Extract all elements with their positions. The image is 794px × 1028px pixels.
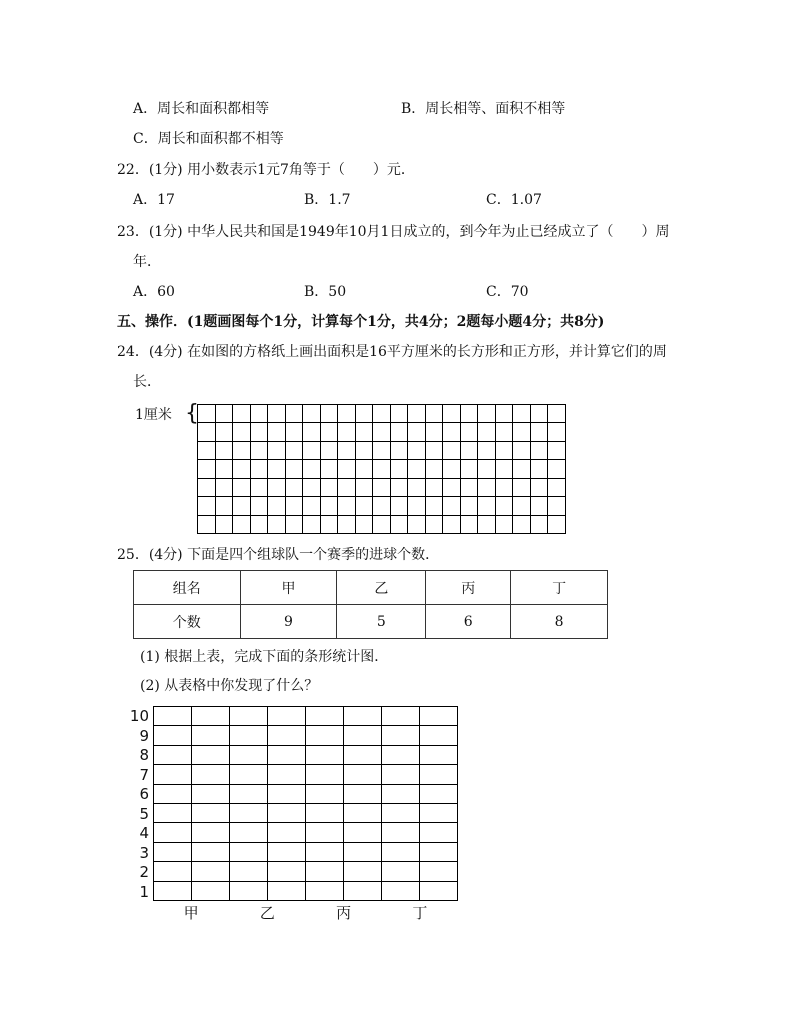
- grid-cell: [513, 516, 531, 534]
- chart-grid-cell: [420, 843, 458, 862]
- chart-grid-cell: [382, 882, 420, 901]
- grid-cell: [233, 442, 251, 460]
- grid-cell: [548, 460, 566, 478]
- chart-grid-cell: [154, 823, 192, 842]
- q22-option-a: A．17: [133, 192, 175, 208]
- chart-grid-cell: [154, 707, 192, 726]
- table-row: [134, 605, 608, 639]
- grid-cell: [548, 423, 566, 441]
- grid-cell: [426, 442, 444, 460]
- section-heading: 五、操作．(1题画图每个1分，计算每个1分，共4分；2题每小题4分；共8分): [117, 314, 605, 330]
- grid-cell: [478, 460, 496, 478]
- grid-cell: [478, 405, 496, 423]
- goals-table: [133, 570, 608, 639]
- y-tick-label: 7: [139, 765, 149, 784]
- square-grid-paper: [197, 404, 566, 534]
- chart-grid-cell: [268, 862, 306, 881]
- chart-grid-cell: [382, 707, 420, 726]
- chart-grid-cell: [382, 804, 420, 823]
- grid-cell: [321, 423, 339, 441]
- chart-grid-cell: [154, 843, 192, 862]
- grid-cell: [478, 516, 496, 534]
- chart-grid-cell: [230, 765, 268, 784]
- grid-cell: [198, 479, 216, 497]
- grid-cell: [513, 497, 531, 515]
- grid-cell: [286, 423, 304, 441]
- grid-cell: [443, 497, 461, 515]
- chart-grid-cell: [420, 804, 458, 823]
- chart-grid-cell: [306, 862, 344, 881]
- grid-cell: [426, 423, 444, 441]
- table-cell: 5: [337, 605, 426, 639]
- q21-option-a: A．周长和面积都相等: [133, 101, 270, 117]
- grid-cell: [216, 516, 234, 534]
- chart-grid-cell: [420, 882, 458, 901]
- grid-cell: [531, 442, 549, 460]
- grid-cell: [303, 442, 321, 460]
- grid-cell: [216, 479, 234, 497]
- chart-grid-cell: [192, 707, 230, 726]
- grid-cell: [286, 516, 304, 534]
- y-tick-label: 10: [129, 707, 149, 725]
- grid-cell: [373, 516, 391, 534]
- grid-cell: [408, 516, 426, 534]
- q23-option-a: A．60: [133, 284, 175, 300]
- y-tick-label: 2: [139, 863, 149, 881]
- grid-cell: [251, 497, 269, 515]
- q24-stem-line2: 长．: [133, 374, 161, 390]
- q22-option-c: C．1.07: [486, 192, 542, 208]
- chart-grid-cell: [420, 862, 458, 881]
- grid-cell: [391, 497, 409, 515]
- grid-cell: [198, 516, 216, 534]
- q24-stem-line1: 24．(4分) 在如图的方格纸上画出面积是16平方厘米的长方形和正方形，并计算它们的周: [117, 344, 667, 360]
- grid-cell: [356, 405, 374, 423]
- table-cell: 丁: [511, 571, 608, 605]
- table-cell: 6: [426, 605, 511, 639]
- grid-cell: [391, 405, 409, 423]
- q23-option-b: B．50: [304, 284, 347, 300]
- chart-grid-cell: [154, 785, 192, 804]
- grid-cell: [338, 460, 356, 478]
- grid-cell: [338, 423, 356, 441]
- x-category-label: 丁: [412, 904, 428, 922]
- chart-grid-cell: [268, 707, 306, 726]
- chart-grid-cell: [382, 785, 420, 804]
- chart-grid-cell: [420, 785, 458, 804]
- grid-cell: [216, 405, 234, 423]
- chart-grid-cell: [192, 882, 230, 901]
- chart-grid-cell: [230, 862, 268, 881]
- grid-cell: [443, 516, 461, 534]
- grid-cell: [268, 442, 286, 460]
- grid-cell: [338, 479, 356, 497]
- chart-grid-cell: [306, 823, 344, 842]
- chart-grid-cell: [268, 882, 306, 901]
- chart-grid-cell: [230, 804, 268, 823]
- chart-grid-cell: [382, 843, 420, 862]
- chart-grid-cell: [230, 785, 268, 804]
- chart-grid-cell: [306, 746, 344, 765]
- brace-icon: {: [185, 401, 199, 426]
- grid-cell: [496, 516, 514, 534]
- chart-grid-cell: [268, 746, 306, 765]
- chart-grid-cell: [420, 746, 458, 765]
- chart-grid-cell: [420, 726, 458, 745]
- grid-cell: [513, 460, 531, 478]
- grid-cell: [391, 423, 409, 441]
- q23-option-c: C．70: [486, 284, 529, 300]
- y-tick-label: 3: [139, 843, 149, 862]
- grid-cell: [286, 405, 304, 423]
- grid-cell: [321, 516, 339, 534]
- grid-cell: [513, 405, 531, 423]
- q23-stem-line2: 年．: [133, 254, 161, 270]
- grid-cell: [513, 442, 531, 460]
- grid-cell: [531, 460, 549, 478]
- chart-grid-cell: [268, 726, 306, 745]
- grid-cell: [251, 516, 269, 534]
- grid-cell: [548, 442, 566, 460]
- grid-cell: [531, 423, 549, 441]
- grid-cell: [426, 479, 444, 497]
- grid-cell: [356, 442, 374, 460]
- table-cell: 8: [511, 605, 608, 639]
- grid-cell: [496, 460, 514, 478]
- chart-grid-cell: [230, 746, 268, 765]
- x-category-label: 甲: [183, 904, 199, 922]
- grid-cell: [233, 479, 251, 497]
- grid-cell: [373, 405, 391, 423]
- chart-grid-cell: [382, 726, 420, 745]
- q25-sub2: (2) 从表格中你发现了什么？: [140, 678, 319, 694]
- chart-grid-cell: [192, 843, 230, 862]
- grid-cell: [548, 497, 566, 515]
- grid-cell: [216, 423, 234, 441]
- bar-chart-grid: [153, 706, 458, 901]
- chart-grid-cell: [420, 765, 458, 784]
- grid-cell: [251, 423, 269, 441]
- chart-grid-cell: [230, 882, 268, 901]
- chart-grid-cell: [230, 843, 268, 862]
- grid-cell: [461, 442, 479, 460]
- chart-grid-cell: [420, 823, 458, 842]
- grid-cell: [426, 497, 444, 515]
- grid-cell: [251, 442, 269, 460]
- chart-grid-cell: [382, 823, 420, 842]
- grid-cell: [356, 460, 374, 478]
- chart-grid-cell: [192, 862, 230, 881]
- grid-cell: [338, 405, 356, 423]
- chart-grid-cell: [306, 765, 344, 784]
- grid-cell: [373, 497, 391, 515]
- q25-stem: 25．(4分) 下面是四个组球队一个赛季的进球个数．: [117, 547, 440, 563]
- chart-grid-cell: [344, 804, 382, 823]
- grid-cell: [426, 460, 444, 478]
- q22-option-b: B．1.7: [304, 192, 351, 208]
- chart-grid-cell: [268, 765, 306, 784]
- grid-cell: [233, 405, 251, 423]
- grid-cell: [356, 516, 374, 534]
- chart-grid-cell: [154, 862, 192, 881]
- chart-grid-cell: [306, 882, 344, 901]
- grid-cell: [268, 460, 286, 478]
- grid-cell: [303, 479, 321, 497]
- grid-cell: [408, 405, 426, 423]
- chart-grid-cell: [344, 707, 382, 726]
- grid-cell: [268, 479, 286, 497]
- q25-sub1: (1) 根据上表，完成下面的条形统计图．: [140, 649, 389, 665]
- grid-cell: [356, 479, 374, 497]
- chart-grid-cell: [344, 843, 382, 862]
- chart-grid-cell: [344, 785, 382, 804]
- chart-grid-cell: [382, 862, 420, 881]
- chart-grid-cell: [344, 882, 382, 901]
- chart-grid-cell: [154, 804, 192, 823]
- grid-cell: [391, 460, 409, 478]
- chart-grid-cell: [344, 765, 382, 784]
- table-cell: 9: [240, 605, 337, 639]
- grid-cell: [321, 479, 339, 497]
- chart-grid-cell: [192, 785, 230, 804]
- grid-cell: [548, 516, 566, 534]
- grid-cell: [548, 479, 566, 497]
- grid-cell: [286, 442, 304, 460]
- table-cell: 甲: [240, 571, 337, 605]
- q21-option-b: B．周长相等、面积不相等: [401, 101, 566, 117]
- chart-grid-cell: [154, 765, 192, 784]
- grid-cell: [496, 405, 514, 423]
- grid-cell: [513, 423, 531, 441]
- chart-grid-cell: [268, 785, 306, 804]
- grid-cell: [391, 516, 409, 534]
- grid-cell: [408, 423, 426, 441]
- grid-cell: [303, 460, 321, 478]
- grid-cell: [251, 405, 269, 423]
- grid-cell: [426, 405, 444, 423]
- chart-grid-cell: [306, 707, 344, 726]
- table-cell: 丙: [426, 571, 511, 605]
- chart-grid-cell: [382, 765, 420, 784]
- grid-cell: [321, 460, 339, 478]
- grid-cell: [233, 497, 251, 515]
- x-category-label: 丙: [336, 904, 352, 922]
- grid-cell: [303, 423, 321, 441]
- y-tick-label: 8: [139, 746, 149, 764]
- grid-cell: [198, 497, 216, 515]
- grid-cell: [531, 405, 549, 423]
- grid-cell: [461, 479, 479, 497]
- chart-grid-cell: [306, 843, 344, 862]
- y-tick-label: 1: [139, 882, 149, 901]
- chart-grid-cell: [344, 862, 382, 881]
- grid-cell: [461, 423, 479, 441]
- grid-cell: [443, 405, 461, 423]
- grid-cell: [286, 497, 304, 515]
- grid-cell: [373, 479, 391, 497]
- grid-cell: [286, 460, 304, 478]
- grid-cell: [531, 516, 549, 534]
- grid-cell: [531, 497, 549, 515]
- grid-cell: [373, 423, 391, 441]
- grid-cell: [198, 423, 216, 441]
- chart-grid-cell: [192, 823, 230, 842]
- grid-cell: [548, 405, 566, 423]
- grid-cell: [268, 497, 286, 515]
- y-tick-label: 4: [139, 824, 149, 842]
- grid-cell: [216, 442, 234, 460]
- grid-cell: [391, 479, 409, 497]
- chart-grid-cell: [268, 843, 306, 862]
- grid-cell: [496, 479, 514, 497]
- grid-cell: [496, 442, 514, 460]
- scale-label: 1厘米: [135, 407, 172, 423]
- grid-cell: [233, 423, 251, 441]
- grid-cell: [268, 405, 286, 423]
- grid-cell: [321, 442, 339, 460]
- grid-cell: [233, 516, 251, 534]
- grid-cell: [461, 460, 479, 478]
- grid-cell: [268, 516, 286, 534]
- chart-grid-cell: [230, 726, 268, 745]
- chart-grid-cell: [382, 746, 420, 765]
- chart-grid-cell: [154, 882, 192, 901]
- chart-grid-cell: [230, 707, 268, 726]
- chart-grid-cell: [230, 823, 268, 842]
- q23-stem-line1: 23．(1分) 中华人民共和国是1949年10月1日成立的，到今年为止已经成立了（ ）周: [117, 224, 670, 240]
- grid-cell: [338, 497, 356, 515]
- grid-cell: [496, 497, 514, 515]
- table-header-row: [134, 571, 608, 605]
- chart-grid-cell: [306, 726, 344, 745]
- grid-cell: [443, 423, 461, 441]
- grid-cell: [198, 442, 216, 460]
- grid-cell: [198, 460, 216, 478]
- table-cell: 个数: [134, 605, 241, 639]
- chart-grid-cell: [192, 726, 230, 745]
- grid-cell: [356, 497, 374, 515]
- chart-grid-cell: [268, 804, 306, 823]
- grid-cell: [338, 442, 356, 460]
- grid-cell: [198, 405, 216, 423]
- chart-grid-cell: [154, 746, 192, 765]
- chart-grid-cell: [192, 804, 230, 823]
- grid-cell: [303, 405, 321, 423]
- grid-cell: [478, 442, 496, 460]
- q22-stem: 22．(1分) 用小数表示1元7角等于（ ）元．: [117, 162, 415, 178]
- chart-grid-cell: [154, 726, 192, 745]
- grid-cell: [303, 516, 321, 534]
- grid-cell: [286, 479, 304, 497]
- grid-cell: [478, 423, 496, 441]
- chart-grid-cell: [192, 765, 230, 784]
- chart-grid-cell: [192, 746, 230, 765]
- grid-cell: [251, 460, 269, 478]
- chart-grid-cell: [306, 804, 344, 823]
- grid-cell: [356, 423, 374, 441]
- chart-grid-cell: [306, 785, 344, 804]
- grid-cell: [338, 516, 356, 534]
- grid-cell: [303, 497, 321, 515]
- grid-cell: [216, 460, 234, 478]
- grid-cell: [233, 460, 251, 478]
- grid-cell: [268, 423, 286, 441]
- y-tick-label: 6: [139, 785, 149, 803]
- table-cell: 乙: [337, 571, 426, 605]
- grid-cell: [408, 479, 426, 497]
- grid-cell: [408, 442, 426, 460]
- grid-cell: [408, 460, 426, 478]
- grid-cell: [426, 516, 444, 534]
- grid-cell: [443, 479, 461, 497]
- grid-cell: [216, 497, 234, 515]
- grid-cell: [373, 460, 391, 478]
- table-cell: 组名: [134, 571, 241, 605]
- x-category-label: 乙: [259, 904, 275, 922]
- grid-cell: [443, 442, 461, 460]
- grid-cell: [321, 497, 339, 515]
- grid-cell: [408, 497, 426, 515]
- grid-cell: [461, 516, 479, 534]
- grid-cell: [251, 479, 269, 497]
- y-tick-label: 9: [139, 726, 149, 745]
- chart-grid-cell: [420, 707, 458, 726]
- chart-grid-cell: [344, 726, 382, 745]
- grid-cell: [373, 442, 391, 460]
- grid-cell: [513, 479, 531, 497]
- grid-cell: [443, 460, 461, 478]
- grid-cell: [461, 497, 479, 515]
- chart-grid-cell: [344, 746, 382, 765]
- grid-cell: [478, 497, 496, 515]
- grid-cell: [391, 442, 409, 460]
- q21-option-c: C．周长和面积都不相等: [133, 131, 284, 147]
- y-tick-label: 5: [139, 804, 149, 823]
- grid-cell: [478, 479, 496, 497]
- grid-cell: [531, 479, 549, 497]
- chart-grid-cell: [344, 823, 382, 842]
- chart-grid-cell: [268, 823, 306, 842]
- grid-cell: [321, 405, 339, 423]
- grid-cell: [461, 405, 479, 423]
- grid-cell: [496, 423, 514, 441]
